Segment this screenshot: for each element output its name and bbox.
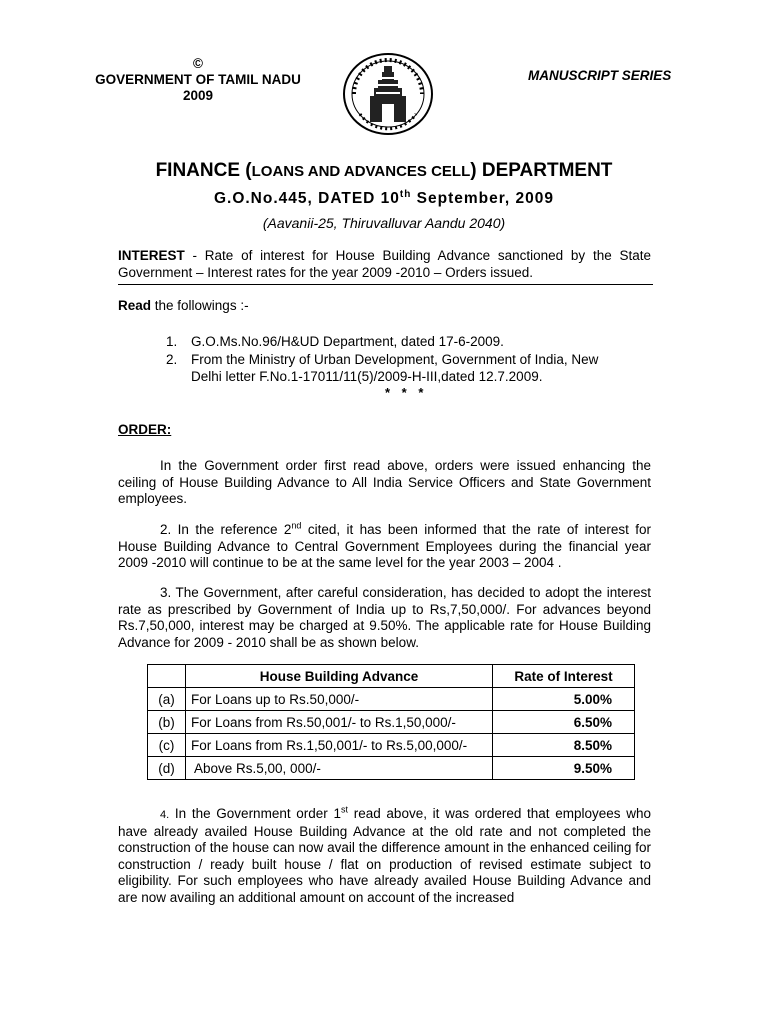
reference-item [166,333,626,351]
subject-paragraph [118,248,651,281]
table-cell-label: (b) [148,711,186,734]
reference-text: G.O.Ms.No.96/H&UD Department, dated 17-6-2009. [191,334,504,349]
paragraph-1: In the Government order first read above, orders were issued enhancing the ceiling of House Building Advance to All India Service Officers and State Government employees. [118,458,651,506]
subject-text: - Rate of interest for House Building Advance sanctioned by the State Government – Interest rates for the year 2009 -2010 – Orders issued. [118,248,651,280]
dept-prefix: FINANCE ( [155,160,252,181]
table-row [148,711,635,734]
go-number [0,189,768,208]
government-header [88,56,308,104]
table-cell-rate: 9.50% [493,757,635,780]
read-label: Read [118,298,152,313]
read-text: the followings :- [151,298,249,313]
table-cell-range: For Loans from Rs.50,001/- to Rs.1,50,000/- [186,711,493,734]
separator-stars: * * * [385,385,428,400]
paragraph-4-number: 4. [160,809,170,821]
go-number-text: G.O.No.445, DATED 10 [213,190,400,208]
go-date-text: September, 2009 [411,190,555,208]
table-cell-rate: 6.50% [493,711,635,734]
paragraph-3: 3. The Government, after careful consideration, has decided to adopt the interest rate as prescribed by Government of India up to Rs,7,50,000/. For advances beyond Rs.7,50,000, interest may be charged at 9.50%. The applicable rate for House Building Advance for 2009 - 2010 shall be as shown below. [118,585,651,650]
paragraph-4-end: read above, it was ordered that employees who have already availed House Building Advance at the old rate and not completed the construction of the house can now avail the difference amount in the enhanced ceiling for construction / ready built house / flat on production of revised estimate subject to eligibility. For such employees who have already availed House Building Advance and are now availing an additional amount on account of the increased [118,806,651,905]
table-row [148,757,635,780]
ordinal-suffix: st [341,804,349,815]
table-cell-label: (c) [148,734,186,757]
interest-rate-table [147,664,635,780]
table-cell-range: For Loans up to Rs.50,000/- [186,688,493,711]
government-name: GOVERNMENT OF TAMIL NADU [95,72,301,87]
paragraph-2 [118,522,651,572]
table-cell-rate: 5.00% [493,688,635,711]
tamil-date: (Aavanii-25, Thiruvalluvar Aandu 2040) [262,215,506,231]
table-cell-label: (a) [148,688,186,711]
read-line [118,298,249,313]
copyright-symbol: © [193,56,203,71]
ordinal-suffix: nd [291,520,302,531]
table-header-cell [148,665,186,688]
reference-number: 1. [166,334,178,349]
table-cell-range: Above Rs.5,00, 000/- [186,757,493,780]
paragraph-4-start: In the Government order 1 [169,806,341,821]
reference-list [166,333,626,386]
reference-item [166,351,626,386]
table-row [148,688,635,711]
table-cell-rate: 8.50% [493,734,635,757]
paragraph-2-start: 2. In the reference 2 [160,522,292,537]
table-row [148,734,635,757]
reference-number: 2. [166,351,178,367]
table-cell-range: For Loans from Rs.1,50,001/- to Rs.5,00,000/- [186,734,493,757]
department-title [0,160,768,182]
table-header-cell: Rate of Interest [493,665,635,688]
table-cell-label: (d) [148,757,186,780]
paragraph-4 [118,806,651,906]
dept-suffix: ) DEPARTMENT [470,160,613,181]
manuscript-series-label: MANUSCRIPT SERIES [528,68,672,83]
tamil-nadu-seal-icon [340,52,436,136]
subject-divider [118,284,653,285]
go-date-suffix: th [399,189,412,200]
table-header-row [148,665,635,688]
reference-text: From the Ministry of Urban Development, Government of India, New Delhi letter F.No.1-17011/11(5)/2009-H-III,dated 12.7.2009. [191,351,599,384]
order-heading: ORDER: [118,422,172,437]
subject-label: INTEREST [118,248,185,263]
header-year: 2009 [182,88,214,103]
dept-subtitle: LOANS AND ADVANCES CELL [251,163,471,180]
paragraph-2-end: cited, it has been informed that the rate of interest for House Building Advance to Central Government Employees during the financial year 2009 -2010 will continue to be at the same level for the year 2003 – 2004 . [118,522,651,570]
table-header-cell: House Building Advance [186,665,493,688]
